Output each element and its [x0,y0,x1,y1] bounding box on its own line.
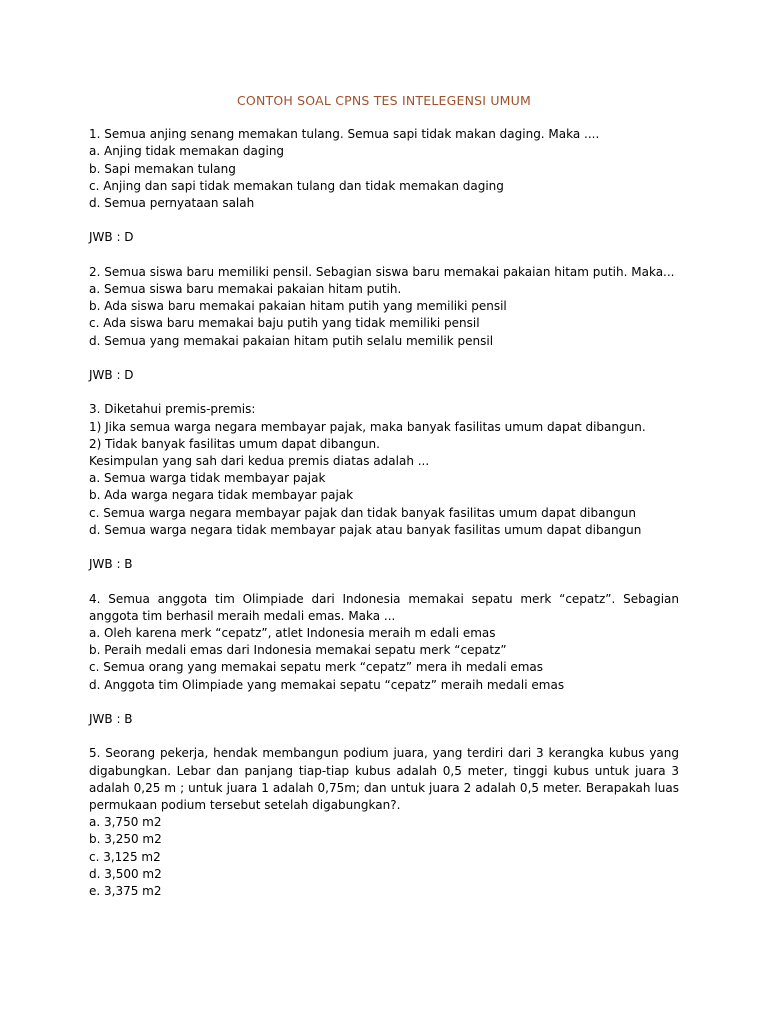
question-stem: 1. Semua anjing senang memakan tulang. Semua sapi tidak makan daging. Maka .... [89,127,600,142]
question-3 [89,401,679,590]
question-4 [89,591,679,746]
option-c: c. 3,125 m2 [89,849,161,864]
question-stem: 5. Seorang pekerja, hendak membangun podium juara, yang terdiri dari 3 kerangka kubus yang digabungkan. Lebar dan panjang tiap-tiap kubus adalah 0,5 meter, tinggi kubus untuk juara 3 adalah 0,25 m ; untuk juara 1 adalah 0,75m; dan untuk juara 2 adalah 0,5 meter. Berapakah luas permukaan podium tersebut setelah digabungkan?. [89,746,679,812]
answer-key: JWB : D [89,368,134,382]
question-2 [89,264,679,402]
option-c: c. Semua warga negara membayar pajak dan tidak banyak fasilitas umum dapat dibangun [89,505,636,520]
question-stem-line: 3. Diketahui premis-premis: [89,402,256,417]
option-a: a. Semua siswa baru memakai pakaian hitam putih. [89,282,402,296]
option-d: d. Anggota tim Olimpiade yang memakai sepatu “cepatz” meraih medali emas [89,677,565,692]
option-c: c. Ada siswa baru memakai baju putih yang tidak memiliki pensil [89,316,480,331]
document-page [89,92,679,900]
answer-key: JWB : D [89,230,134,245]
answer-key: JWB : B [89,712,133,726]
document-title: CONTOH SOAL CPNS TES INTELEGENSI UMUM [236,93,531,108]
question-5 [89,745,679,900]
option-a: a. 3,750 m2 [89,815,162,830]
option-d: d. Semua warga negara tidak membayar pajak atau banyak fasilitas umum dapat dibangun [89,522,642,537]
option-d: d. 3,500 m2 [89,866,162,881]
option-a: a. Oleh karena merk “cepatz”, atlet Indonesia meraih m edali emas [89,626,496,640]
option-e: e. 3,375 m2 [89,884,162,899]
question-stem: 4. Semua anggota tim Olimpiade dari Indonesia memakai sepatu merk “cepatz”. Sebagian anggota tim berhasil meraih medali emas. Maka ... [89,591,679,623]
option-a: a. Anjing tidak memakan daging [89,144,285,159]
option-b: b. Ada warga negara tidak membayar pajak [89,488,354,503]
option-b: b. Sapi memakan tulang [89,161,236,176]
premise-1: 1) Jika semua warga negara membayar pajak, maka banyak fasilitas umum dapat dibangun. [89,419,646,434]
option-c: c. Anjing dan sapi tidak memakan tulang dan tidak memakan daging [89,178,504,193]
option-b: b. 3,250 m2 [89,832,162,847]
question-stem: 2. Semua siswa baru memiliki pensil. Sebagian siswa baru memakai pakaian hitam putih. Maka... [89,264,675,279]
premise-2: 2) Tidak banyak fasilitas umum dapat dibangun. [89,436,380,451]
question-1 [89,126,679,264]
answer-key: JWB : B [89,557,133,572]
option-b: b. Ada siswa baru memakai pakaian hitam putih yang memiliki pensil [89,299,507,314]
option-c: c. Semua orang yang memakai sepatu merk “cepatz” mera ih medali emas [89,660,544,675]
option-d: d. Semua yang memakai pakaian hitam putih selalu memilik pensil [89,333,494,348]
question-prompt: Kesimpulan yang sah dari kedua premis diatas adalah ... [89,454,430,468]
option-a: a. Semua warga tidak membayar pajak [89,471,326,486]
option-d: d. Semua pernyataan salah [89,196,255,211]
option-b: b. Peraih medali emas dari Indonesia memakai sepatu merk “cepatz” [89,643,507,658]
